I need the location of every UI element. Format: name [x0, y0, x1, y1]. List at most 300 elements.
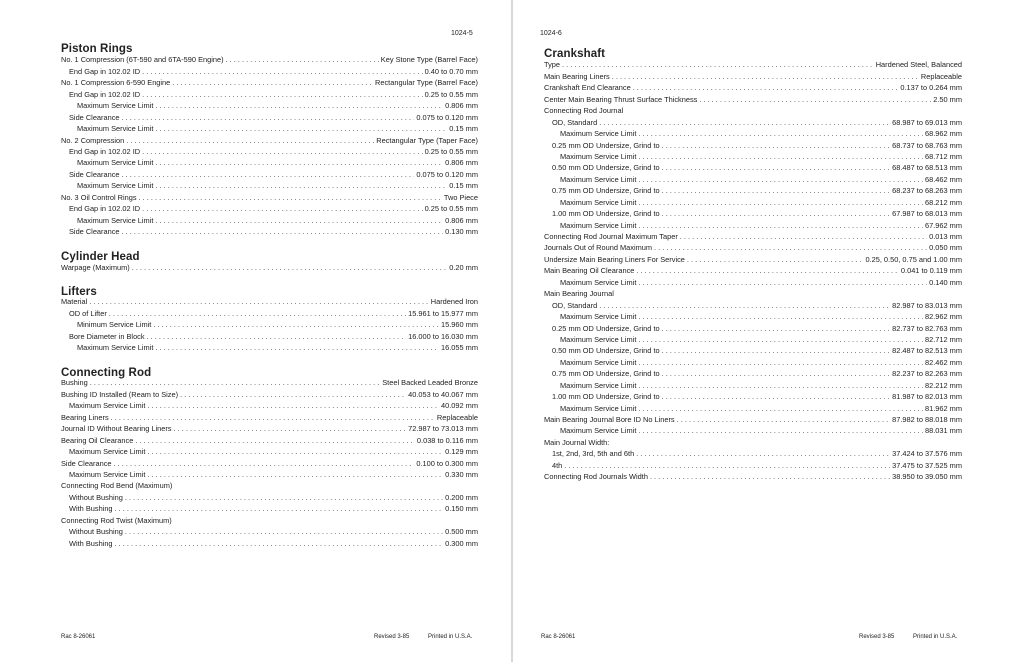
dot-leader: [638, 129, 923, 139]
spec-row: [61, 88, 478, 99]
spec-label: Maximum Service Limit: [560, 334, 637, 344]
spec-value: 68.237 to 68.263 mm: [892, 186, 962, 196]
spec-row: [61, 296, 478, 307]
spec-label: 0.25 mm OD Undersize, Grind to: [552, 323, 660, 333]
spec-value: 81.962 mm: [925, 403, 962, 413]
section-title: Piston Rings: [61, 43, 133, 55]
spec-label: 4th: [552, 460, 563, 470]
spec-label: Maximum Service Limit: [69, 401, 146, 411]
spec-label: End Gap in 102.02 ID: [69, 66, 141, 76]
spec-value: Steel Backed Leaded Bronze: [382, 378, 478, 388]
spec-label: Main Bearing Journal Bore ID No Liners: [544, 415, 675, 424]
spec-row: [61, 226, 478, 237]
spec-row: [544, 185, 962, 196]
spec-row: [61, 514, 478, 525]
spec-label: 0.50 mm OD Undersize, Grind to: [552, 346, 660, 356]
spec-label: OD of Lifter: [69, 308, 107, 318]
dot-leader: [662, 141, 891, 151]
spec-label: Side Clearance: [69, 169, 120, 179]
spec-value: 68.462 mm: [925, 174, 962, 184]
spec-row: [61, 400, 478, 411]
spec-value: 15.960 mm: [441, 320, 478, 330]
spec-row: [544, 242, 962, 253]
spec-row: [544, 299, 962, 310]
spec-label: With Bushing: [69, 504, 113, 514]
spec-label: Main Bearing Oil Clearance: [544, 266, 635, 276]
dot-leader: [638, 335, 923, 345]
spec-row: [61, 491, 478, 502]
section-entries: [61, 377, 478, 549]
spec-row: [544, 219, 962, 230]
spec-value: 81.987 to 82.013 mm: [892, 392, 962, 402]
section-entries: [61, 54, 478, 237]
spec-row: [61, 54, 478, 65]
spec-label: Journal ID Without Bearing Liners: [61, 424, 172, 434]
spec-value: 67.987 to 68.013 mm: [892, 209, 962, 219]
spec-row: [61, 469, 478, 480]
spec-label: Side Clearance: [69, 112, 120, 122]
spec-row: [544, 139, 962, 150]
dot-leader: [636, 449, 890, 459]
dot-leader: [126, 136, 374, 146]
spec-value: 40.053 to 40.067 mm: [408, 389, 478, 399]
spec-label: Maximum Service Limit: [560, 312, 637, 322]
dot-leader: [142, 147, 423, 157]
spec-label: Maximum Service Limit: [77, 215, 154, 225]
spec-value: 0.075 to 0.120 mm: [416, 112, 478, 122]
spec-row: [544, 231, 962, 242]
dot-leader: [636, 266, 899, 276]
dot-leader: [125, 493, 443, 503]
spec-row: [61, 319, 478, 330]
dot-leader: [638, 221, 923, 231]
right-page: [513, 0, 1024, 662]
spec-label: Maximum Service Limit: [560, 220, 637, 230]
dot-leader: [677, 415, 891, 425]
dot-leader: [125, 527, 443, 537]
spec-label: Maximum Service Limit: [560, 403, 637, 413]
spec-value: 0.100 to 0.300 mm: [416, 458, 478, 468]
spec-row: [61, 134, 478, 145]
spec-label: End Gap in 102.02 ID: [69, 204, 141, 214]
spec-value: 68.962 mm: [925, 129, 962, 139]
spec-row: [544, 345, 962, 356]
spec-row: [61, 330, 478, 341]
spec-value: 0.129 mm: [445, 447, 478, 457]
spec-value: 87.982 to 88.018 mm: [892, 415, 962, 424]
dot-leader: [662, 209, 891, 219]
spec-row: [61, 388, 478, 399]
spec-row: [61, 503, 478, 514]
dot-leader: [132, 263, 448, 273]
spec-value: 82.712 mm: [925, 334, 962, 344]
spec-row: [61, 262, 478, 273]
spec-value: Hardened Iron: [430, 297, 478, 307]
spec-value: 37.475 to 37.525 mm: [892, 460, 962, 470]
spec-label: Center Main Bearing Thrust Surface Thickness: [544, 94, 698, 104]
spec-row: [544, 334, 962, 345]
dot-leader: [155, 181, 447, 191]
dot-leader: [155, 343, 439, 353]
spec-value: 82.962 mm: [925, 312, 962, 322]
spec-label: No. 1 Compression (6T-590 and 6TA-590 Engine): [61, 55, 224, 65]
dot-leader: [226, 55, 379, 65]
spec-label: 0.75 mm OD Undersize, Grind to: [552, 186, 660, 196]
spec-value: 67.962 mm: [925, 220, 962, 230]
dot-leader: [638, 175, 923, 185]
spec-value: 0.806 mm: [445, 215, 478, 225]
spec-value: 88.031 mm: [925, 426, 962, 436]
spec-label: Maximum Service Limit: [560, 174, 637, 184]
dot-leader: [638, 278, 927, 288]
spec-value: 82.462 mm: [925, 357, 962, 367]
dot-leader: [562, 60, 874, 70]
spec-row: [61, 180, 478, 191]
dot-leader: [180, 390, 406, 400]
spec-value: Rectangular Type (Taper Face): [376, 135, 478, 145]
dot-leader: [638, 152, 923, 162]
spec-row: [544, 322, 962, 333]
spec-label: Side Clearance: [61, 458, 112, 468]
spec-value: 0.137 to 0.264 mm: [900, 83, 962, 93]
spec-row: [544, 253, 962, 264]
spec-label: Maximum Service Limit: [69, 469, 146, 479]
dot-leader: [147, 332, 407, 342]
spec-row: [61, 307, 478, 318]
dot-leader: [662, 163, 891, 173]
spec-row: [544, 196, 962, 207]
spec-value: 68.487 to 68.513 mm: [892, 163, 962, 173]
spec-row: [544, 276, 962, 287]
dot-leader: [612, 72, 919, 82]
page-number: 1024-6: [540, 30, 562, 37]
dot-leader: [680, 232, 927, 242]
spec-row: [61, 100, 478, 111]
spec-value: 0.806 mm: [445, 101, 478, 111]
spec-label: Without Bushing: [69, 492, 123, 502]
spec-label: Main Bearing Journal: [544, 289, 614, 299]
spec-value: Replaceable: [436, 412, 478, 422]
spec-label: Maximum Service Limit: [77, 124, 154, 134]
spec-value: 0.25, 0.50, 0.75 and 1.00 mm: [865, 254, 962, 264]
dot-leader: [650, 472, 890, 482]
dot-leader: [109, 309, 406, 319]
spec-row: [544, 471, 962, 482]
spec-row: [544, 459, 962, 470]
dot-leader: [135, 436, 415, 446]
spec-row: [61, 111, 478, 122]
spec-value: 0.500 mm: [445, 527, 478, 537]
spec-value: 16.000 to 16.030 mm: [408, 331, 478, 341]
spec-label: Material: [61, 297, 88, 307]
dot-leader: [114, 459, 415, 469]
spec-value: 82.987 to 83.013 mm: [892, 300, 962, 310]
dot-leader: [662, 186, 891, 196]
spec-label: No. 3 Oil Control Rings: [61, 192, 137, 202]
spec-row: [544, 391, 962, 402]
footer-printed: Printed in U.S.A.: [428, 634, 473, 640]
spec-label: Type: [544, 60, 561, 70]
spec-label: OD, Standard: [552, 117, 598, 127]
spec-row: [544, 151, 962, 162]
spec-row: [544, 414, 962, 425]
spec-row: [544, 128, 962, 139]
spec-row: [544, 116, 962, 127]
spec-row: [544, 70, 962, 81]
spec-row: [544, 402, 962, 413]
spec-value: 0.050 mm: [929, 243, 962, 253]
spec-row: [61, 203, 478, 214]
section-entries: [61, 296, 478, 353]
spec-row: [61, 157, 478, 168]
spec-value: 0.200 mm: [445, 492, 478, 502]
spec-value: 15.961 to 15.977 mm: [408, 308, 478, 318]
dot-leader: [174, 424, 407, 434]
spec-row: [61, 214, 478, 225]
dot-leader: [687, 255, 864, 265]
spec-value: 16.055 mm: [441, 343, 478, 353]
dot-leader: [115, 504, 444, 514]
spec-row: [61, 123, 478, 134]
dot-leader: [638, 358, 923, 368]
spec-value: 40.092 mm: [441, 401, 478, 411]
section-entries: [61, 262, 478, 273]
spec-label: Main Bearing Liners: [544, 71, 610, 81]
dot-leader: [142, 204, 423, 214]
page-number: 1024-5: [451, 30, 473, 37]
spec-value: 68.712 mm: [925, 151, 962, 161]
spec-label: Maximum Service Limit: [560, 277, 637, 287]
spec-label: 1st, 2nd, 3rd, 5th and 6th: [552, 449, 635, 459]
spec-label: Crankshaft End Clearance: [544, 83, 631, 93]
spec-label: Warpage (Maximum): [61, 263, 130, 273]
spec-value: 0.15 mm: [449, 181, 478, 191]
spec-label: Bushing ID Installed (Ream to Size): [61, 389, 179, 399]
spec-label: 0.75 mm OD Undersize, Grind to: [552, 369, 660, 379]
spec-label: Bearing Oil Clearance: [61, 435, 134, 445]
spec-value: 82.212 mm: [925, 380, 962, 390]
dot-leader: [599, 118, 890, 128]
spec-label: Bushing: [61, 378, 88, 388]
dot-leader: [147, 447, 443, 457]
spec-value: 0.330 mm: [445, 469, 478, 479]
dot-leader: [139, 193, 442, 203]
spec-label: Connecting Rod Journals Width: [544, 472, 648, 482]
dot-leader: [122, 227, 444, 237]
dot-leader: [111, 413, 435, 423]
spec-value: 72.987 to 73.013 mm: [408, 424, 478, 434]
spec-value: 0.15 mm: [449, 124, 478, 134]
dot-leader: [638, 404, 923, 414]
spec-row: [544, 82, 962, 93]
spec-label: Connecting Rod Journal Maximum Taper: [544, 232, 678, 241]
dot-leader: [122, 170, 415, 180]
spec-row: [544, 436, 962, 447]
spec-label: Maximum Service Limit: [69, 447, 146, 457]
spec-label: End Gap in 102.02 ID: [69, 146, 141, 156]
spec-value: 68.212 mm: [925, 197, 962, 207]
spec-value: 0.25 to 0.55 mm: [424, 204, 478, 214]
dot-leader: [662, 369, 891, 379]
spec-value: 68.737 to 68.763 mm: [892, 140, 962, 150]
section-title: Lifters: [61, 286, 97, 298]
spec-value: 0.25 to 0.55 mm: [424, 146, 478, 156]
spec-label: OD, Standard: [552, 300, 598, 310]
section-title: Connecting Rod: [61, 367, 152, 379]
dot-leader: [662, 346, 891, 356]
section-title: Cylinder Head: [61, 251, 140, 263]
dot-leader: [638, 312, 923, 322]
spec-label: Maximum Service Limit: [560, 357, 637, 367]
dot-leader: [638, 426, 923, 436]
footer-code: Rac 8-26061: [541, 634, 576, 640]
spec-value: 0.806 mm: [445, 158, 478, 168]
spec-value: 37.424 to 37.576 mm: [892, 449, 962, 459]
spec-label: 0.50 mm OD Undersize, Grind to: [552, 163, 660, 173]
spec-row: [61, 423, 478, 434]
spec-value: 82.737 to 82.763 mm: [892, 323, 962, 333]
dot-leader: [115, 539, 444, 549]
dot-leader: [654, 243, 927, 253]
spec-row: [544, 162, 962, 173]
spec-row: [61, 65, 478, 76]
section-entries: [544, 59, 962, 482]
spec-label: No. 2 Compression: [61, 135, 125, 145]
spec-label: Minimum Service Limit: [77, 320, 152, 330]
spec-value: 0.20 mm: [449, 263, 478, 273]
spec-row: [544, 93, 962, 104]
spec-row: [61, 168, 478, 179]
spec-row: [544, 173, 962, 184]
footer-code: Rac 8-26061: [61, 634, 96, 640]
dot-leader: [638, 198, 923, 208]
spec-row: [61, 537, 478, 548]
spec-label: 1.00 mm OD Undersize, Grind to: [552, 209, 660, 219]
dot-leader: [662, 392, 891, 402]
dot-leader: [122, 113, 415, 123]
spec-value: Replaceable: [920, 71, 962, 81]
spec-value: 0.075 to 0.120 mm: [416, 169, 478, 179]
spec-label: End Gap in 102.02 ID: [69, 89, 141, 99]
spec-row: [61, 457, 478, 468]
spec-row: [544, 311, 962, 322]
dot-leader: [153, 320, 439, 330]
spec-value: 82.237 to 82.263 mm: [892, 369, 962, 379]
spec-row: [544, 288, 962, 299]
dot-leader: [147, 401, 439, 411]
dot-leader: [155, 124, 447, 134]
dot-leader: [155, 158, 443, 168]
spec-value: 0.40 to 0.70 mm: [424, 66, 478, 76]
dot-leader: [564, 461, 890, 471]
spec-label: Maximum Service Limit: [560, 151, 637, 161]
spec-row: [61, 446, 478, 457]
spec-row: [544, 448, 962, 459]
dot-leader: [142, 67, 423, 77]
spec-value: 0.041 to 0.119 mm: [900, 266, 962, 276]
spec-label: Journals Out of Round Maximum: [544, 243, 653, 253]
dot-leader: [155, 216, 443, 226]
spec-value: Key Stone Type (Barrel Face): [380, 55, 478, 65]
spec-value: Hardened Steel, Balanced: [875, 60, 962, 70]
footer-revised: Revised 3-85: [859, 634, 895, 640]
spec-label: Main Journal Width:: [544, 437, 610, 447]
dot-leader: [155, 101, 443, 111]
spec-value: 0.013 mm: [929, 232, 962, 241]
dot-leader: [147, 470, 443, 480]
spec-label: 1.00 mm OD Undersize, Grind to: [552, 392, 660, 402]
spec-value: 0.140 mm: [929, 277, 962, 287]
spec-label: Bearing Liners: [61, 412, 109, 422]
spec-value: 0.150 mm: [445, 504, 478, 514]
spec-row: [544, 59, 962, 70]
section-title: Crankshaft: [544, 48, 606, 60]
spec-label: 0.25 mm OD Undersize, Grind to: [552, 140, 660, 150]
spec-label: Connecting Rod Journal: [544, 106, 624, 116]
spec-row: [544, 379, 962, 390]
dot-leader: [142, 90, 423, 100]
spec-label: Maximum Service Limit: [77, 101, 154, 111]
spec-row: [544, 368, 962, 379]
spec-value: 0.300 mm: [445, 538, 478, 548]
spec-row: [61, 526, 478, 537]
spec-label: Without Bushing: [69, 527, 123, 537]
spec-value: Rectangular Type (Barrel Face): [375, 78, 478, 88]
spec-label: Maximum Service Limit: [560, 380, 637, 390]
dot-leader: [89, 297, 428, 307]
spec-row: [61, 480, 478, 491]
spec-row: [544, 208, 962, 219]
spec-label: Undersize Main Bearing Liners For Service: [544, 254, 685, 264]
spec-value: Two Piece: [443, 192, 478, 202]
spec-value: 0.25 to 0.55 mm: [424, 89, 478, 99]
spec-value: 82.487 to 82.513 mm: [892, 346, 962, 356]
dot-leader: [599, 301, 890, 311]
spec-label: No. 1 Compression 6-590 Engine: [61, 78, 171, 88]
spec-row: [61, 434, 478, 445]
spec-row: [61, 77, 478, 88]
spec-label: Connecting Rod Bend (Maximum): [61, 481, 173, 491]
spec-value: 2.50 mm: [933, 94, 962, 104]
spec-row: [61, 191, 478, 202]
spec-label: Maximum Service Limit: [77, 181, 154, 191]
spec-row: [61, 342, 478, 353]
dot-leader: [633, 83, 899, 93]
dot-leader: [172, 78, 373, 88]
dot-leader: [699, 95, 931, 105]
spec-label: Maximum Service Limit: [560, 426, 637, 436]
spec-label: Connecting Rod Twist (Maximum): [61, 515, 172, 525]
spec-row: [61, 146, 478, 157]
spec-row: [544, 356, 962, 367]
spec-label: Maximum Service Limit: [560, 129, 637, 139]
spec-value: 68.987 to 69.013 mm: [892, 117, 962, 127]
spec-label: Side Clearance: [69, 227, 120, 236]
spec-value: 38.950 to 39.050 mm: [892, 472, 962, 482]
spec-value: 0.038 to 0.116 mm: [416, 435, 478, 445]
spec-row: [544, 265, 962, 276]
spec-label: Maximum Service Limit: [77, 158, 154, 168]
spec-label: With Bushing: [69, 538, 113, 548]
spec-label: Bore Diameter in Block: [69, 331, 145, 341]
dot-leader: [638, 381, 923, 391]
spec-row: [544, 105, 962, 116]
spec-row: [61, 377, 478, 388]
spec-row: [544, 425, 962, 436]
dot-leader: [662, 324, 891, 334]
spec-row: [61, 411, 478, 422]
spec-label: Maximum Service Limit: [77, 343, 154, 353]
